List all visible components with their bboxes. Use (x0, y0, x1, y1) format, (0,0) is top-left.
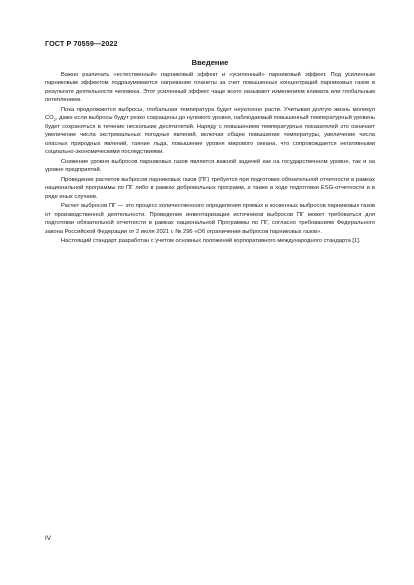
paragraph-global-temperature (45, 106, 375, 156)
page-number: IV (45, 535, 52, 542)
paragraph-text-part: , даже если выбросы будут резко сокращены до нулевого уровня, наблюдаемый повышенный температурный уровень будет сохраняться в течение нескольких десятилетий. Наряду с повышением температурных показателей это означает увеличение числа экстремальных погодных явлений, включая общее повышение температуры, увеличение числа опасных природных явлений, таяние льда, повышение уровня мирового океана, что сопровождается негативными социально-экономическими последствиями. (45, 115, 375, 155)
paragraph-greenhouse-effect: Важно различать «естественный» парниковый эффект и «усиленный» парниковый эффект. Под усиленным парниковым эффектом подразумевается нагревание планеты за счет повышенных концентраций парниковых газов в результате деятельности человека. Этот усиленный эффект чаще всего называют изменением климата или глобальным потеплением. (45, 72, 375, 104)
subscript-two: 2 (53, 117, 56, 123)
paragraph-text-part: Пока продолжаются выбросы, глобальная температура будет неуклонно расти. Учитывая долгую жизнь молекул CO (45, 106, 375, 122)
paragraph-calculation-definition: Расчет выбросов ПГ — это процесс количественного определения прямых и косвенных выбросов парниковых газов от производственной деятельности. Проведение инвентаризации источников выбросов ПГ может требоваться для подготовки обязательной отчетности в рамках национальной Программы по ПГ, согласно требованиям Федерального закона Российской Федерации от 2 июля 2021 г. № 296 «Об ограничении выбросов парниковых газов». (45, 203, 375, 235)
document-code: ГОСТ Р 70559—2022 (45, 39, 118, 48)
introduction-body (45, 71, 375, 247)
paragraph-emission-reduction: Снижение уровня выбросов парниковых газов является важной задачей как на государственном уровне, так и на уровне предприятий. (45, 158, 375, 174)
paragraph-standard-basis: Настоящий стандарт разработан с учетом основных положений корпоративного международного стандарта [1]. (61, 238, 361, 245)
paragraph-calculation-purpose: Проведение расчетов выбросов парниковых газов (ПГ) требуется при подготовке обязательной отчетности в рамках национальной программы по ПГ либо в рамках добровольных программ, а также в ходе подготовки ESG-отчетности и в ряде иных случаев. (45, 176, 375, 200)
section-title: Введение (191, 58, 229, 67)
